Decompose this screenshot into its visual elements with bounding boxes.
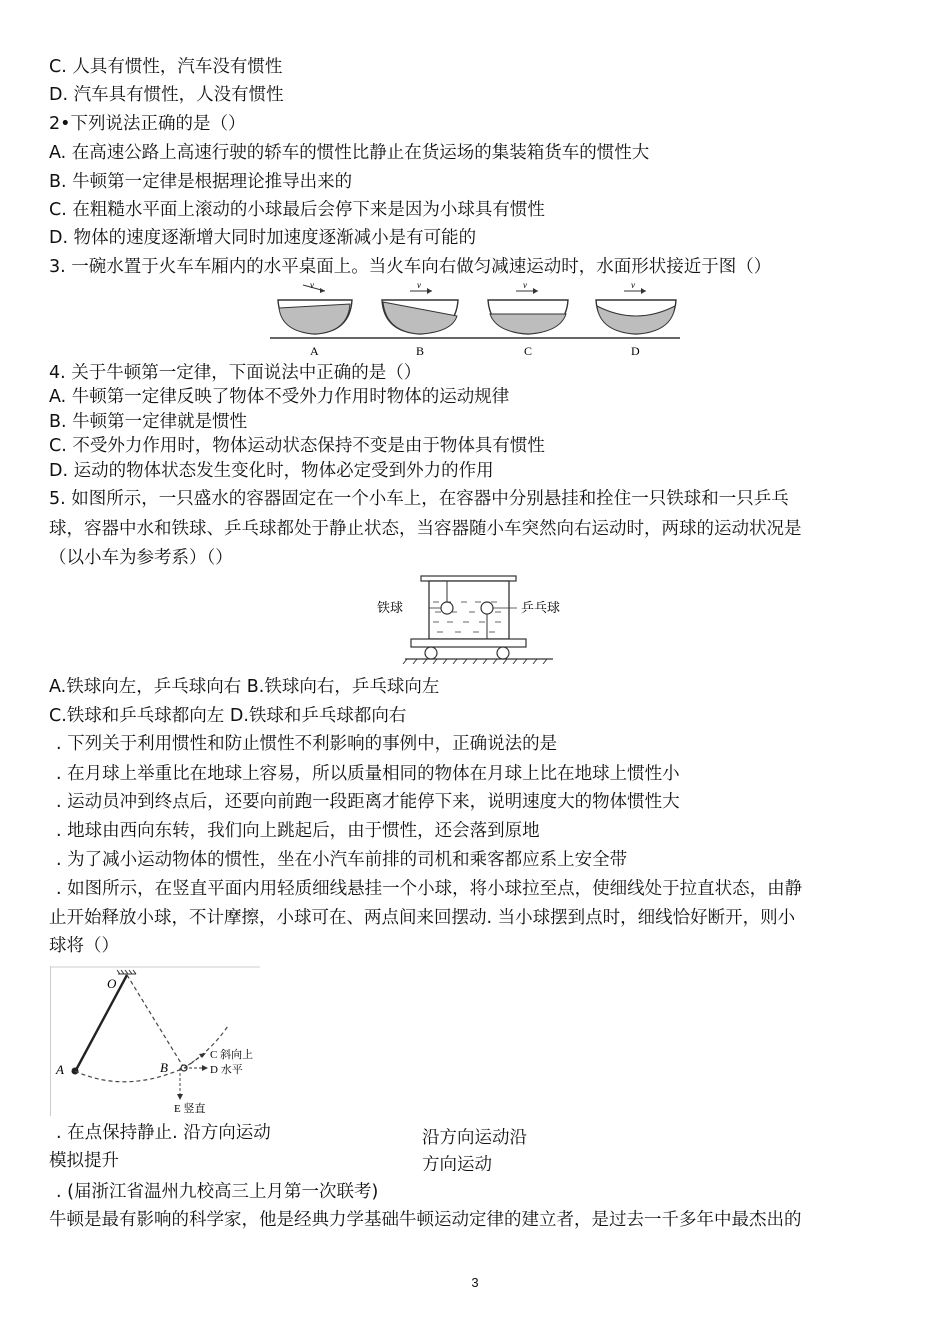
- iron-ball-label: 铁球: [377, 601, 404, 616]
- direction-c-label: C 斜向上: [210, 1049, 254, 1061]
- text-line: C. 在粗糙水平面上滚动的小球最后会停下来是因为小球具有惯性: [49, 200, 545, 220]
- question-5-stem: 5. 如图所示，一只盛水的容器固定在一个小车上，在容器中分别悬挂和拴住一只铁球和一只乒乓: [49, 489, 789, 509]
- text-line: A. 在高速公路上高速行驶的轿车的惯性比静止在货运场的集装箱货车的惯性大: [49, 143, 650, 163]
- text-line: D. 物体的速度逐渐增大同时加速度逐渐减小是有可能的: [49, 228, 477, 248]
- iron-ball: [441, 602, 453, 614]
- text-line: 方向运动: [422, 1155, 492, 1171]
- question-4-stem: 4. 关于牛顿第一定律，下面说法中正确的是（）: [49, 363, 422, 383]
- pingpong-ball: [481, 602, 493, 614]
- direction-d-label: D 水平: [210, 1064, 243, 1076]
- text-line: C. 不受外力作用时，物体运动状态保持不变是由于物体具有惯性: [49, 436, 545, 456]
- bowl-c: [488, 282, 568, 334]
- bowl-a: [278, 282, 352, 334]
- text-line: 球，容器中水和铁球、乒乓球都处于静止状态，当容器随小车突然向右运动时，两球的运动状况是: [49, 519, 802, 539]
- point-o-label: O: [107, 976, 117, 991]
- bowls-figure: [270, 282, 680, 360]
- text-line: C. 人具有惯性，汽车没有惯性: [49, 57, 283, 77]
- question-2-stem: 2•下列说法正确的是（）: [49, 114, 246, 134]
- svg-text:v: v: [417, 282, 421, 290]
- arrow-v-label: v: [310, 282, 314, 290]
- text-line: . 为了减小运动物体的惯性，坐在小汽车前排的司机和乘客都应系上安全带: [56, 850, 628, 870]
- text-line: . 在月球上举重比在地球上容易，所以质量相同的物体在月球上比在地球上惯性小: [56, 764, 680, 784]
- text-line: . 地球由西向东转，我们向上跳起后，由于惯性，还会落到原地: [56, 821, 540, 841]
- bowl-label-d: D: [631, 344, 640, 358]
- text-line: 止开始释放小球，不计摩擦，小球可在、两点间来回摆动. 当小球摆到点时，细线恰好断开，则小: [49, 908, 796, 928]
- bowl-label-b: B: [416, 344, 425, 358]
- page-number: 3: [471, 1275, 479, 1290]
- text-line: （以小车为参考系）（）: [49, 548, 233, 568]
- text-line: D. 运动的物体状态发生变化时，物体必定受到外力的作用: [49, 461, 494, 481]
- svg-text:v: v: [523, 282, 527, 290]
- pingpong-ball-label: 乒乓球: [521, 601, 561, 616]
- bowl-label-c: C: [524, 344, 533, 358]
- text-line: B. 牛顿第一定律是根据理论推导出来的: [49, 172, 353, 192]
- point-b-label: B: [160, 1060, 168, 1075]
- question-6-stem: . 下列关于利用惯性和防止惯性不利影响的事例中，正确说法的是: [56, 734, 558, 754]
- section-heading: 模拟提升: [49, 1151, 119, 1171]
- pendulum-figure: [50, 966, 262, 1116]
- question-3-stem: 3. 一碗水置于火车车厢内的水平桌面上。当火车向右做匀减速运动时，水面形状接近于图（）: [49, 257, 772, 277]
- string: [76, 975, 127, 1070]
- svg-text:v: v: [631, 282, 635, 290]
- direction-e-label: E 竖直: [174, 1103, 206, 1115]
- cart-figure: [375, 572, 575, 664]
- text-line: 沿方向运动沿: [422, 1128, 527, 1148]
- text-line: 牛顿是最有影响的科学家，他是经典力学基础牛顿运动定律的建立者，是过去一千多年中最杰出的: [49, 1210, 802, 1230]
- bowl-d: [596, 282, 676, 334]
- text-line: B. 牛顿第一定律就是惯性: [49, 412, 248, 432]
- text-line: D. 汽车具有惯性，人没有惯性: [49, 85, 284, 105]
- text-line: C.铁球和乒乓球都向左 D.铁球和乒乓球都向右: [49, 706, 407, 726]
- bowl-b: [382, 282, 458, 334]
- question-source: . (届浙江省温州九校高三上月第一次联考): [56, 1182, 379, 1202]
- text-line: . 运动员冲到终点后，还要向前跑一段距离才能停下来，说明速度大的物体惯性大: [56, 792, 680, 812]
- question-7-stem: . 如图所示，在竖直平面内用轻质细线悬挂一个小球，将小球拉至点，使细线处于拉直状态，由静: [56, 879, 803, 899]
- text-line: . 在点保持静止. 沿方向运动: [56, 1123, 271, 1143]
- text-line: 球将（）: [49, 936, 119, 956]
- text-line: A. 牛顿第一定律反映了物体不受外力作用时物体的运动规律: [49, 387, 510, 407]
- point-a-label: A: [56, 1062, 64, 1077]
- bowl-label-a: A: [310, 344, 319, 358]
- text-line: A.铁球向左，乒乓球向右 B.铁球向右，乒乓球向左: [49, 677, 440, 697]
